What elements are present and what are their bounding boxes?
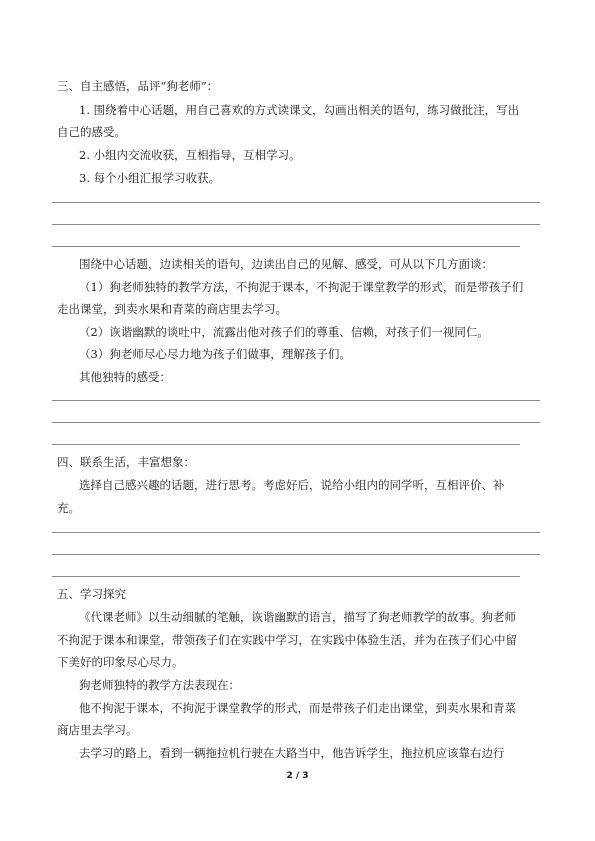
section5-p3-line1: 他不拘泥于课本，不拘泥于课堂教学的形式，而是带孩子们走出课堂，到卖水果和青菜 xyxy=(79,701,516,715)
section4-body-line1: 选择自己感兴趣的话题，进行思考。考虑好后，说给小组内的同学听，互相评价、补 xyxy=(79,478,505,492)
section5-p1-line3: 下美好的印象尽心尽力。 xyxy=(57,655,184,669)
discussion-point3: （3）狗老师尽心尽力地为孩子们做事，理解孩子们。 xyxy=(79,347,351,361)
discussion-intro: 围绕中心话题，边读相关的语句，边读出自己的见解、感受，可从以下几方面谈： xyxy=(79,257,493,271)
discussion-point1-line1: （1）狗老师独特的教学方法，不拘泥于课本，不拘泥于课堂教学的形式，而是带孩子们 xyxy=(79,280,524,294)
section5-p1-line1: 《代课老师》以生动细腻的笔触，诙谐幽默的语言，描写了狗老师教学的故事。狗老师 xyxy=(79,610,516,624)
discussion-point2: （2）诙谐幽默的谈吐中，流露出他对孩子们的尊重、信赖，对孩子们一视同仁。 xyxy=(79,325,489,339)
section3-item3: 3. 每个小组汇报学习收获。 xyxy=(79,171,221,185)
section5-heading: 五、学习探究 xyxy=(57,587,126,601)
discussion-point1-line2: 走出课堂，到卖水果和青菜的商店里去学习。 xyxy=(57,302,287,316)
page-number: 2 / 3 xyxy=(286,771,309,781)
section3-item2: 2. 小组内交流收获，互相指导，互相学习。 xyxy=(79,148,301,162)
section5-p3-line2: 商店里去学习。 xyxy=(57,723,138,737)
answer-line xyxy=(52,400,540,401)
section5-p4: 去学习的路上，看到一辆拖拉机行驶在大路当中，他告诉学生，拖拉机应该靠右边行 xyxy=(79,746,505,760)
answer-line xyxy=(52,444,520,445)
answer-line xyxy=(52,554,540,555)
section4-body-line2: 充。 xyxy=(57,501,80,515)
section3-item1-line1: 1. 围绕着中心话题，用自己喜欢的方式读课文，勾画出相关的语句，练习做批注，写出 xyxy=(79,103,520,117)
answer-line xyxy=(52,246,520,247)
answer-line xyxy=(52,576,520,577)
section5-p2: 狗老师独特的教学方法表现在： xyxy=(79,678,240,692)
section4-heading: 四、联系生活，丰富想象： xyxy=(57,455,195,469)
section3-heading: 三、自主感悟，品评“狗老师”： xyxy=(57,79,219,93)
section5-p1-line2: 不拘泥于课本和课堂，带领孩子们在实践中学习，在实践中体验生活，并为在孩子们心中留 xyxy=(57,633,517,647)
section3-item1-line2: 自己的感受。 xyxy=(57,125,126,139)
answer-line xyxy=(52,422,540,423)
answer-line xyxy=(52,224,540,225)
answer-line xyxy=(52,532,540,533)
answer-line xyxy=(52,202,540,203)
discussion-other: 其他独特的感受： xyxy=(79,370,171,384)
